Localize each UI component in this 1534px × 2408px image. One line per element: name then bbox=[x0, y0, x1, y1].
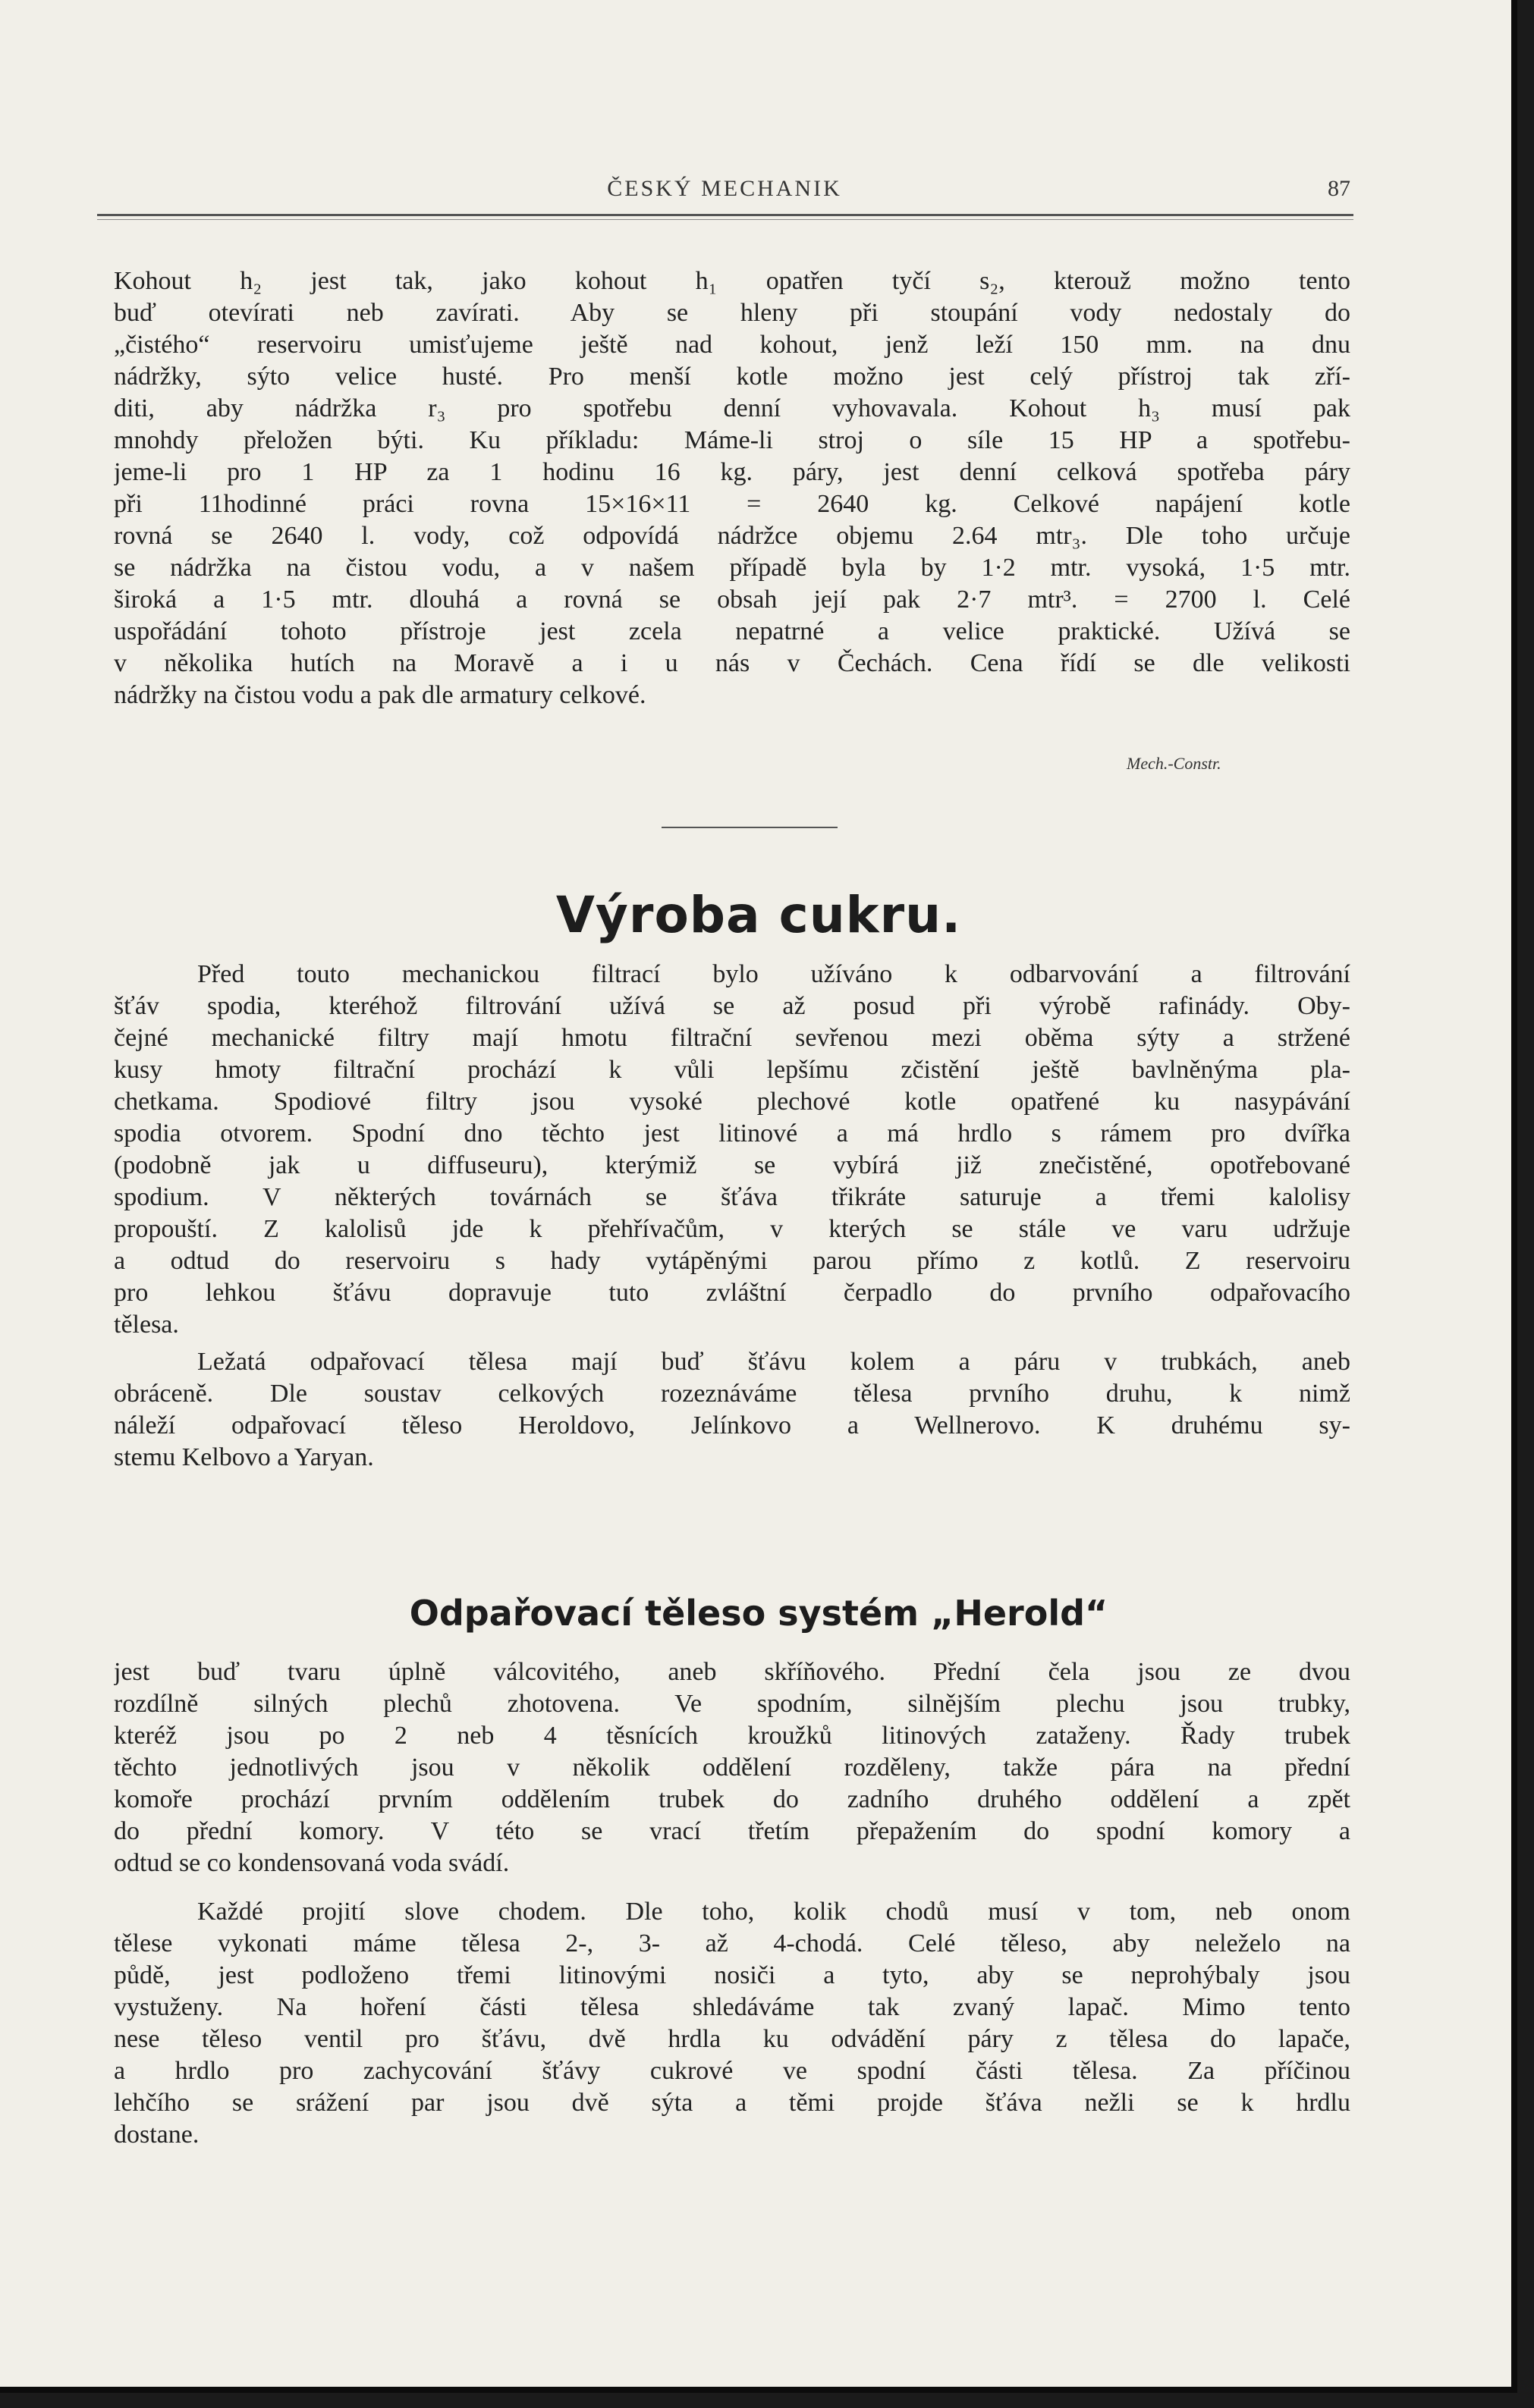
text-line: pro lehkou šťávu dopravuje tuto zvláštní čerpadlo do prvního odpařovacího bbox=[114, 1279, 1350, 1307]
text-line: a hrdlo pro zachycování šťávy cukrové ve spodní části tělesa. Za příčinou bbox=[114, 2057, 1350, 2085]
text-line: lehčího se srážení par jsou dvě sýta a těmi projde šťáva nežli se k hrdlu bbox=[114, 2089, 1350, 2117]
text-line: v několika hutích na Moravě a i u nás v Čechách. Cena řídí se dle velikosti bbox=[114, 649, 1350, 677]
text-line: obráceně. Dle soustav celkových rozeznáváme tělesa prvního druhu, k nimž bbox=[114, 1380, 1350, 1408]
text-line: kusy hmoty filtrační prochází k vůli lepšímu zčistění ještě bavlněnýma pla- bbox=[114, 1056, 1350, 1084]
text-line: kteréž jsou po 2 neb 4 těsnících kroužků litinových zataženy. Řady trubek bbox=[114, 1722, 1350, 1750]
text-line: náleží odpařovací těleso Heroldovo, Jelínkovo a Wellnerovo. K druhému sy- bbox=[114, 1411, 1350, 1439]
text-line: čejné mechanické filtry mají hmotu filtrační sevřenou mezi oběma sýty a stržené bbox=[114, 1024, 1350, 1052]
text-line: při 11hodinné práci rovna 15×16×11 = 2640 kg. Celkové napájení kotle bbox=[114, 490, 1350, 518]
text-line: komoře prochází prvním oddělením trubek do zadního druhého oddělení a zpět bbox=[114, 1785, 1350, 1813]
author-signature: Mech.-Constr. bbox=[1127, 754, 1221, 773]
text-line: propouští. Z kalolisů jde k přehřívačům, v kterých se stále ve varu udržuje bbox=[114, 1215, 1350, 1243]
text-line: Před touto mechanickou filtrací bylo užíváno k odbarvování a filtrování bbox=[197, 960, 1350, 988]
text-line: odtud se co kondensovaná voda svádí. bbox=[114, 1849, 510, 1877]
text-line: uspořádání tohoto přístroje jest zcela nepatrné a velice praktické. Užívá se bbox=[114, 617, 1350, 645]
text-line: rovná se 2640 l. vody, což odpovídá nádržce objemu 2.64 mtr₃. Dle toho určuje bbox=[114, 522, 1350, 550]
text-line: spodia otvorem. Spodní dno těchto jest litinové a má hrdlo s rámem pro dvířka bbox=[114, 1119, 1350, 1147]
article-2-paragraph-2 bbox=[114, 1346, 1350, 1474]
text-line: nádržky na čistou vodu a pak dle armatury celkové. bbox=[114, 681, 646, 709]
text-line: jest buď tvaru úplně válcovitého, aneb skříňového. Přední čela jsou ze dvou bbox=[114, 1658, 1350, 1686]
text-line: dostane. bbox=[114, 2121, 200, 2149]
text-line: diti, aby nádržka r₃ pro spotřebu denní vyhovavala. Kohout h₃ musí pak bbox=[114, 394, 1350, 422]
text-line: půdě, jest podloženo třemi litinovými nosiči a tyto, aby se neprohýbaly jsou bbox=[114, 1961, 1350, 1989]
text-line: těchto jednotlivých jsou v několik oddělení rozděleny, takže pára na přední bbox=[114, 1753, 1350, 1782]
text-line: šťáv spodia, kteréhož filtrování užívá se až posud při výrobě rafinády. Oby- bbox=[114, 992, 1350, 1020]
header-rule-thin bbox=[97, 219, 1353, 220]
text-line: chetkama. Spodiové filtry jsou vysoké plechové kotle opatřené ku nasypávání bbox=[114, 1088, 1350, 1116]
article-2-paragraph-1 bbox=[114, 959, 1350, 1341]
article-3-paragraph-2 bbox=[114, 1896, 1350, 2151]
article-3-paragraph-1 bbox=[114, 1656, 1350, 1879]
article-1-body bbox=[114, 265, 1350, 711]
page-header bbox=[99, 176, 1350, 206]
page-number: 87 bbox=[1328, 176, 1350, 201]
text-line: jeme-li pro 1 HP za 1 hodinu 16 kg. páry, jest denní celková spotřeba páry bbox=[114, 458, 1350, 486]
text-line: spodium. V některých továrnách se šťáva třikráte saturuje a třemi kalolisy bbox=[114, 1183, 1350, 1211]
text-line: nese těleso ventil pro šťávu, dvě hrdla ku odvádění páry z tělesa do lapače, bbox=[114, 2025, 1350, 2053]
text-line: „čistého“ reservoiru umisťujeme ještě nad kohout, jenž leží 150 mm. na dnu bbox=[114, 331, 1350, 359]
text-line: Kohout h₂ jest tak, jako kohout h₁ opatřen tyčí s₂, kterouž možno tento bbox=[114, 267, 1350, 295]
section-heading-vyroba-cukru: Výroba cukru. bbox=[555, 886, 962, 944]
text-line: se nádržka na čistou vodu, a v našem případě byla by 1·2 mtr. vysoká, 1·5 mtr. bbox=[114, 554, 1350, 582]
text-line: tělesa. bbox=[114, 1311, 179, 1339]
text-line: buď otevírati neb zavírati. Aby se hleny při stoupání vody nedostaly do bbox=[114, 299, 1350, 327]
text-line: tělese vykonati máme tělesa 2-, 3- až 4-chodá. Celé těleso, aby neleželo na bbox=[114, 1929, 1350, 1957]
text-line: stemu Kelbovo a Yaryan. bbox=[114, 1443, 374, 1471]
running-title: ČESKÝ MECHANIK bbox=[607, 176, 842, 201]
text-line: mnohdy přeložen býti. Ku příkladu: Máme-li stroj o síle 15 HP a spotřebu- bbox=[114, 426, 1350, 454]
text-line: nádržky, sýto velice husté. Pro menší kotle možno jest celý přístroj tak zří- bbox=[114, 363, 1350, 391]
section-divider bbox=[662, 827, 838, 828]
header-rule bbox=[97, 214, 1353, 216]
text-line: (podobně jak u diffuseuru), kterýmiž se vybírá již znečistěné, opotřebované bbox=[114, 1151, 1350, 1179]
text-line: rozdílně silných plechů zhotovena. Ve spodním, silnějším plechu jsou trubky, bbox=[114, 1690, 1350, 1718]
text-line: vystuženy. Na hoření části tělesa shledáváme tak zvaný lapač. Mimo tento bbox=[114, 1993, 1350, 2021]
text-line: Každé projití slove chodem. Dle toho, kolik chodů musí v tom, neb onom bbox=[197, 1898, 1350, 1926]
text-line: Ležatá odpařovací tělesa mají buď šťávu kolem a páru v trubkách, aneb bbox=[197, 1348, 1350, 1376]
section-heading-herold: Odpařovací těleso systém „Herold“ bbox=[409, 1593, 1108, 1634]
text-line: široká a 1·5 mtr. dlouhá a rovná se obsah její pak 2·7 mtr³. = 2700 l. Celé bbox=[114, 586, 1350, 614]
text-line: a odtud do reservoiru s hady vytápěnými parou přímo z kotlů. Z reservoiru bbox=[114, 1247, 1350, 1275]
text-line: do přední komory. V této se vrací třetím přepažením do spodní komory a bbox=[114, 1817, 1350, 1845]
